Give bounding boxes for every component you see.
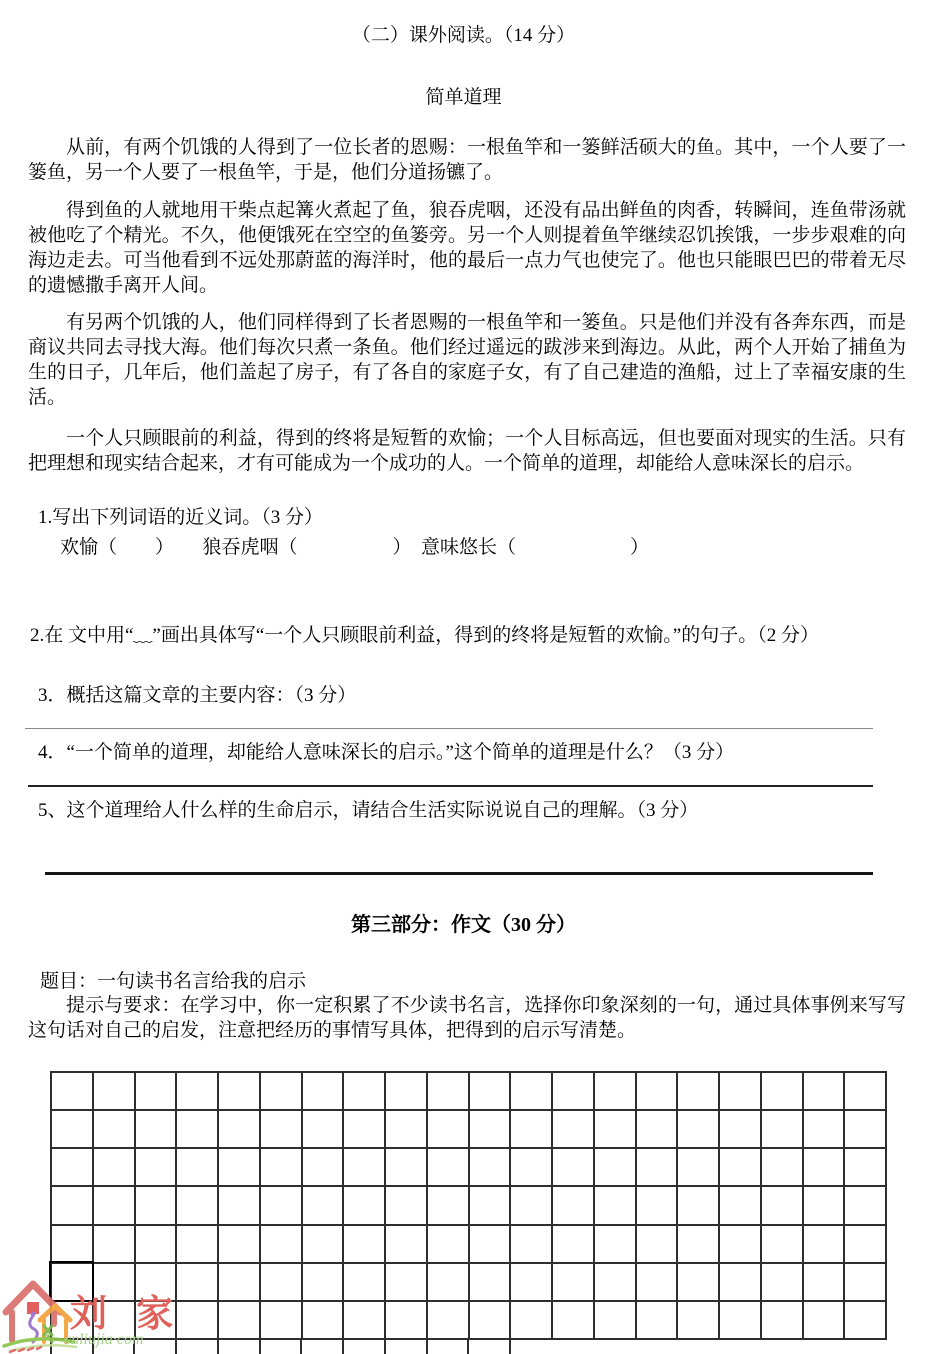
grid-cell[interactable] [595,1111,635,1147]
grid-cell[interactable] [470,1187,510,1223]
grid-cell[interactable] [845,1302,885,1338]
grid-cell[interactable] [637,1302,677,1338]
watermark-domain-text: cnliujia·com [64,1331,144,1348]
grid-cell[interactable] [344,1340,384,1354]
grid-cell[interactable] [94,1149,134,1185]
grid-cell[interactable] [344,1149,384,1185]
grid-cell[interactable] [303,1226,343,1262]
question-3: 3．概括这篇文章的主要内容：（3 分） [38,685,357,706]
grid-cell[interactable] [762,1302,802,1338]
grid-cell[interactable] [637,1111,677,1147]
answer-line-q3[interactable] [25,728,873,729]
grid-cell[interactable] [553,1149,593,1185]
essay-topic: 题目：一句读书名言给我的启示 [40,971,307,992]
grid-cell[interactable] [344,1111,384,1147]
grid-cell[interactable] [511,1187,551,1223]
grid-cell[interactable] [511,1302,551,1338]
grid-cell[interactable] [637,1264,677,1300]
grid-cell[interactable] [595,1073,635,1109]
essay-requirements: 提示与要求：在学习中，你一定积累了不少读书名言，选择你印象深刻的一句，通过具体事例来写写这句话对自己的启发，注意把经历的事情写具体，把得到的启示写清楚。 [28,995,906,1041]
grid-cell[interactable] [804,1226,844,1262]
grid-cell[interactable] [469,1340,509,1354]
grid-cell[interactable] [386,1073,426,1109]
grid-cell[interactable] [845,1264,885,1300]
grid-cell[interactable] [595,1264,635,1300]
grid-cell[interactable] [845,1111,885,1147]
grid-cell[interactable] [428,1111,468,1147]
question-2: 2.在 文中用“﹏”画出具体写“一个人只顾眼前利益，得到的终将是短暂的欢愉。”的句子。（2 分） [30,625,819,646]
grid-cell[interactable] [845,1149,885,1185]
question-1-blanks[interactable]: 欢愉（ ） 狼吞虎咽（ ） 意味悠长（ ） [60,537,650,558]
grid-cell[interactable] [303,1111,343,1147]
grid-cell[interactable] [678,1302,718,1338]
grid-cell[interactable] [219,1340,259,1354]
grid-cell[interactable] [386,1187,426,1223]
grid-cell[interactable] [720,1073,760,1109]
grid-cell[interactable] [595,1187,635,1223]
grid-cell[interactable] [302,1340,342,1354]
grid-cell[interactable] [136,1226,176,1262]
question-1: 1.写出下列词语的近义词。（3 分） [38,507,324,528]
grid-cell[interactable] [261,1226,301,1262]
grid-cell[interactable] [386,1111,426,1147]
article-paragraph-1: 从前，有两个饥饿的人得到了一位长者的恩赐：一根鱼竿和一篓鲜活硕大的鱼。其中，一个人要了一篓鱼，另一个人要了一根鱼竿，于是，他们分道扬镳了。 [28,137,906,183]
grid-cell[interactable] [261,1302,301,1338]
grid-cell[interactable] [52,1073,92,1109]
grid-cell[interactable] [595,1226,635,1262]
grid-cell[interactable] [344,1226,384,1262]
grid-cell[interactable] [219,1111,259,1147]
grid-cell[interactable] [678,1149,718,1185]
grid-cell[interactable] [52,1111,92,1147]
grid-cell[interactable] [386,1302,426,1338]
grid-cell[interactable] [94,1073,134,1109]
grid-cell[interactable] [136,1187,176,1223]
grid-cell[interactable] [845,1073,885,1109]
grid-cell[interactable] [177,1149,217,1185]
grid-cell[interactable] [804,1149,844,1185]
grid-cell[interactable] [386,1264,426,1300]
article-paragraph-2: 得到鱼的人就地用干柴点起篝火煮起了鱼，狼吞虎咽，还没有品出鲜鱼的肉香，转瞬间，连鱼带汤就被他吃了个精光。不久，他便饿死在空空的鱼篓旁。另一个人则提着鱼竿继续忍饥挨饿，一步步艰难的向海边走去。可当他看到不远处那蔚蓝的海洋时，他的最后一点力气也使完了。他也只能眼巴巴的带着无尽的遗憾撒手离开人间。 [28,200,906,296]
grid-cell[interactable] [428,1149,468,1185]
grid-cell[interactable] [804,1187,844,1223]
grid-cell[interactable] [136,1073,176,1109]
grid-cell[interactable] [219,1264,259,1300]
grid-cell[interactable] [428,1187,468,1223]
grid-cell[interactable] [637,1073,677,1109]
article-title: 简单道理 [425,87,502,108]
grid-cell[interactable] [678,1073,718,1109]
grid-cell[interactable] [261,1187,301,1223]
grid-cell[interactable] [344,1073,384,1109]
grid-cell[interactable] [428,1302,468,1338]
grid-cell[interactable] [428,1264,468,1300]
grid-cell[interactable] [94,1226,134,1262]
grid-cell[interactable] [762,1073,802,1109]
article-paragraph-3: 有另两个饥饿的人，他们同样得到了长者恩赐的一根鱼竿和一篓鱼。只是他们并没有各奔东西，而是商议共同去寻找大海。他们每次只煮一条鱼。他们经过遥远的跋涉来到海边。从此，两个人开始了捕鱼为生的日子，几年后，他们盖起了房子，有了各自的家庭子女，有了自己建造的渔船，过上了幸福安康的生活。 [28,312,906,408]
grid-cell[interactable] [303,1149,343,1185]
grid-cell[interactable] [386,1340,426,1354]
grid-cell[interactable] [219,1187,259,1223]
grid-cell[interactable] [511,1226,551,1262]
grid-cell[interactable] [303,1187,343,1223]
grid-cell[interactable] [553,1111,593,1147]
grid-cell[interactable] [553,1264,593,1300]
grid-cell[interactable] [52,1226,92,1262]
grid-cell[interactable] [261,1340,301,1354]
grid-cell[interactable] [177,1226,217,1262]
grid-cell[interactable] [219,1302,259,1338]
grid-cell[interactable] [804,1302,844,1338]
grid-cell[interactable] [470,1264,510,1300]
grid-cell[interactable] [344,1264,384,1300]
grid-cell[interactable] [94,1111,134,1147]
grid-cell[interactable] [219,1226,259,1262]
section3-title: 第三部分：作文（30 分） [351,914,576,936]
grid-cell[interactable] [261,1073,301,1109]
grid-cell[interactable] [678,1264,718,1300]
grid-cell[interactable] [344,1302,384,1338]
grid-cell[interactable] [678,1226,718,1262]
grid-cell[interactable] [303,1264,343,1300]
grid-cell[interactable] [804,1111,844,1147]
grid-cell[interactable] [595,1302,635,1338]
grid-cell[interactable] [845,1187,885,1223]
grid-cell[interactable] [303,1302,343,1338]
grid-cell[interactable] [678,1111,718,1147]
grid-cell[interactable] [804,1264,844,1300]
question-5: 5、这个道理给人什么样的生命启示，请结合生活实际说说自己的理解。（3 分） [38,800,699,821]
grid-cell[interactable] [52,1149,92,1185]
grid-cell[interactable] [219,1073,259,1109]
article-paragraph-4: 一个人只顾眼前的利益，得到的终将是短暂的欢愉；一个人目标高远，但也要面对现实的生活。只有把理想和现实结合起来，才有可能成为一个成功的人。一个简单的道理，却能给人意味深长的启示。 [28,428,906,474]
grid-cell[interactable] [219,1149,259,1185]
section-separator-line [45,872,873,875]
grid-cell[interactable] [177,1340,217,1354]
grid-cell[interactable] [177,1073,217,1109]
grid-cell[interactable] [261,1149,301,1185]
grid-cell[interactable] [428,1226,468,1262]
grid-cell[interactable] [804,1073,844,1109]
grid-cell[interactable] [720,1111,760,1147]
grid-cell[interactable] [637,1149,677,1185]
grid-cell[interactable] [94,1187,134,1223]
grid-cell[interactable] [428,1340,468,1354]
grid-cell[interactable] [511,1073,551,1109]
grid-cell[interactable] [386,1226,426,1262]
grid-cell[interactable] [637,1226,677,1262]
grid-cell[interactable] [720,1187,760,1223]
grid-cell[interactable] [386,1149,426,1185]
grid-cell[interactable] [136,1149,176,1185]
grid-cell[interactable] [762,1264,802,1300]
grid-cell[interactable] [762,1226,802,1262]
grid-cell[interactable] [845,1226,885,1262]
grid-cell[interactable] [470,1073,510,1109]
grid-cell[interactable] [720,1264,760,1300]
section2-title: （二）课外阅读。（14 分） [351,25,576,46]
grid-cell[interactable] [303,1073,343,1109]
grid-cell[interactable] [720,1149,760,1185]
grid-cell[interactable] [470,1226,510,1262]
grid-cell[interactable] [177,1187,217,1223]
grid-cell[interactable] [470,1302,510,1338]
grid-cell[interactable] [136,1111,176,1147]
grid-cell[interactable] [553,1187,593,1223]
grid-cell[interactable] [595,1149,635,1185]
grid-cell[interactable] [470,1111,510,1147]
grid-cell[interactable] [428,1073,468,1109]
grid-cell[interactable] [344,1187,384,1223]
grid-cell[interactable] [511,1111,551,1147]
grid-cell[interactable] [261,1264,301,1300]
grid-cell[interactable] [470,1149,510,1185]
grid-cell[interactable] [553,1302,593,1338]
grid-cell[interactable] [762,1111,802,1147]
grid-cell[interactable] [511,1264,551,1300]
grid-cell[interactable] [762,1149,802,1185]
grid-cell[interactable] [553,1073,593,1109]
grid-cell[interactable] [553,1226,593,1262]
watermark-brand-text: 刘 家 [70,1294,184,1335]
answer-line-q4[interactable] [28,785,873,787]
grid-cell[interactable] [637,1187,677,1223]
grid-cell[interactable] [52,1187,92,1223]
grid-cell[interactable] [720,1226,760,1262]
grid-cell[interactable] [762,1187,802,1223]
grid-cell[interactable] [261,1111,301,1147]
grid-cell[interactable] [720,1302,760,1338]
grid-cell[interactable] [511,1149,551,1185]
question-4: 4．“一个简单的道理，却能给人意味深长的启示。”这个简单的道理是什么？（3 分） [38,742,735,763]
grid-cell[interactable] [177,1111,217,1147]
grid-cell[interactable] [678,1187,718,1223]
